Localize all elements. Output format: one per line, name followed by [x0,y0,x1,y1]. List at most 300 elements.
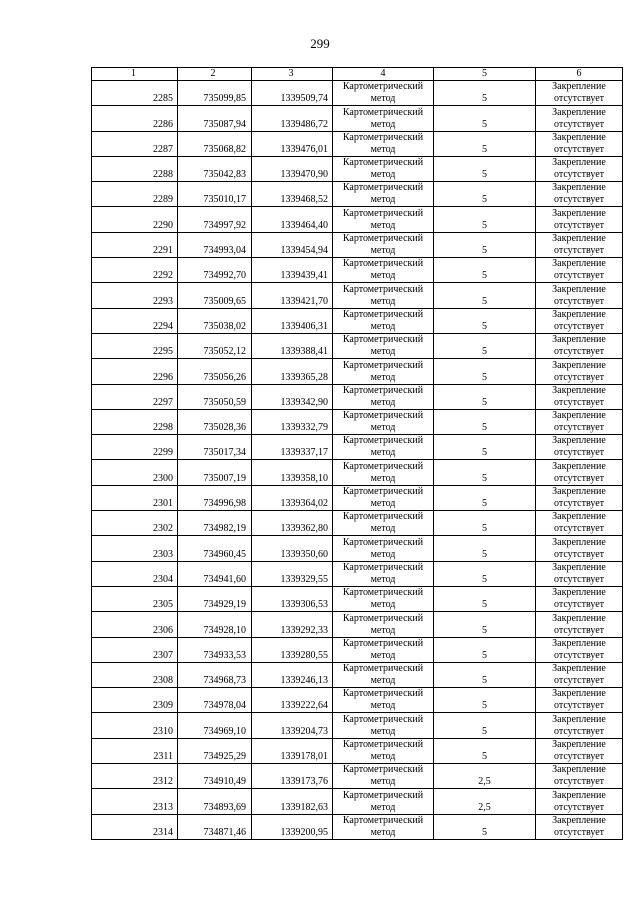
table-row [92,637,623,662]
coord-y: 1339292,33 [252,612,333,637]
method-line-2: метод [370,422,396,434]
coord-y: 1339204,73 [252,713,333,738]
table-row [92,738,623,763]
point-number: 2310 [92,713,178,738]
table-row [92,612,623,637]
point-number: 2294 [92,308,178,333]
method-line-1: Картометрический [342,106,424,118]
point-number: 2309 [92,688,178,713]
table-row [92,283,623,308]
method-line-2: метод [370,826,396,838]
fixing-cell [536,435,623,460]
coord-x: 734968,73 [178,662,252,687]
table-row [92,511,623,536]
fixing-line-2: отсутствует [553,320,605,332]
fixing-line-1: Закрепление [552,511,606,523]
fixing-line-1: Закрепление [552,334,606,346]
table-row [92,561,623,586]
table-row [92,81,623,106]
table-row [92,814,623,839]
coord-x: 734933,53 [178,637,252,662]
method-cell [333,333,434,358]
coord-x: 735056,26 [178,359,252,384]
fixing-cell [536,511,623,536]
fixing-line-2: отсутствует [553,751,605,763]
method-line-2: метод [370,523,396,535]
point-number: 2288 [92,156,178,181]
table-row [92,409,623,434]
point-number: 2305 [92,586,178,611]
coord-y: 1339358,10 [252,460,333,485]
method-cell [333,460,434,485]
point-number: 2312 [92,764,178,789]
coord-y: 1339454,94 [252,232,333,257]
method-line-2: метод [370,801,396,813]
header-cell-4: 4 [333,68,434,81]
header-cell-5: 5 [434,68,536,81]
coord-x: 735099,85 [178,81,252,106]
method-line-1: Картометрический [342,182,424,194]
method-cell [333,511,434,536]
coord-x: 734960,45 [178,536,252,561]
fixing-line-2: отсутствует [553,599,605,611]
point-number: 2285 [92,81,178,106]
accuracy-cell: 5 [434,156,536,181]
fixing-line-2: отсутствует [553,826,605,838]
point-number: 2302 [92,511,178,536]
table-row [92,308,623,333]
method-cell [333,258,434,283]
fixing-line-1: Закрепление [552,486,606,498]
coord-y: 1339342,90 [252,384,333,409]
fixing-line-1: Закрепление [552,258,606,270]
table-row [92,764,623,789]
header-cell-3: 3 [252,68,333,81]
method-line-1: Картометрический [342,612,424,624]
method-line-2: метод [370,396,396,408]
method-cell [333,764,434,789]
fixing-line-1: Закрепление [552,637,606,649]
fixing-cell [536,637,623,662]
method-cell [333,713,434,738]
coord-y: 1339439,41 [252,258,333,283]
method-line-2: метод [370,548,396,560]
method-line-1: Картометрический [342,764,424,776]
fixing-cell [536,384,623,409]
coord-x: 735007,19 [178,460,252,485]
coord-y: 1339222,64 [252,688,333,713]
table-row [92,713,623,738]
method-line-1: Картометрический [342,637,424,649]
method-line-2: метод [370,700,396,712]
fixing-cell [536,460,623,485]
header-cell-6: 6 [536,68,623,81]
fixing-line-1: Закрепление [552,561,606,573]
fixing-line-2: отсутствует [553,93,605,105]
method-cell [333,662,434,687]
table-row [92,485,623,510]
method-line-2: метод [370,599,396,611]
point-number: 2306 [92,612,178,637]
accuracy-cell: 5 [434,738,536,763]
coord-x: 734871,46 [178,814,252,839]
coord-y: 1339332,79 [252,409,333,434]
coord-y: 1339362,80 [252,511,333,536]
table-row [92,106,623,131]
accuracy-cell: 5 [434,612,536,637]
method-cell [333,536,434,561]
method-line-1: Картометрический [342,814,424,826]
method-line-2: метод [370,320,396,332]
fixing-line-1: Закрепление [552,106,606,118]
fixing-cell [536,409,623,434]
fixing-line-2: отсутствует [553,295,605,307]
coord-y: 1339329,55 [252,561,333,586]
accuracy-cell: 5 [434,283,536,308]
fixing-line-2: отсутствует [553,118,605,130]
method-cell [333,207,434,232]
fixing-line-1: Закрепление [552,435,606,447]
coord-x: 735050,59 [178,384,252,409]
coord-x: 734978,04 [178,688,252,713]
fixing-cell [536,764,623,789]
coordinates-table [91,67,623,840]
fixing-line-1: Закрепление [552,182,606,194]
coord-y: 1339350,60 [252,536,333,561]
point-number: 2313 [92,789,178,814]
table-row [92,688,623,713]
fixing-line-1: Закрепление [552,789,606,801]
method-line-1: Картометрический [342,384,424,396]
coord-y: 1339486,72 [252,106,333,131]
method-line-2: метод [370,725,396,737]
fixing-line-1: Закрепление [552,713,606,725]
method-line-2: метод [370,675,396,687]
accuracy-cell: 5 [434,207,536,232]
table-row [92,435,623,460]
method-cell [333,283,434,308]
fixing-line-1: Закрепление [552,460,606,472]
accuracy-cell: 5 [434,384,536,409]
fixing-line-2: отсутствует [553,801,605,813]
method-line-1: Картометрический [342,334,424,346]
fixing-cell [536,258,623,283]
method-line-1: Картометрический [342,486,424,498]
method-line-1: Картометрический [342,233,424,245]
point-number: 2300 [92,460,178,485]
fixing-line-2: отсутствует [553,346,605,358]
coord-y: 1339406,31 [252,308,333,333]
coord-y: 1339182,63 [252,789,333,814]
method-line-1: Картометрический [342,663,424,675]
method-line-2: метод [370,624,396,636]
fixing-line-2: отсутствует [553,548,605,560]
fixing-line-1: Закрепление [552,359,606,371]
fixing-cell [536,232,623,257]
accuracy-cell: 5 [434,435,536,460]
method-line-1: Картометрический [342,157,424,169]
coord-x: 735068,82 [178,131,252,156]
accuracy-cell: 2,5 [434,789,536,814]
fixing-cell [536,333,623,358]
fixing-line-2: отсутствует [553,245,605,257]
fixing-line-1: Закрепление [552,612,606,624]
method-line-2: метод [370,270,396,282]
method-cell [333,814,434,839]
method-cell [333,182,434,207]
fixing-cell [536,586,623,611]
method-cell [333,81,434,106]
fixing-cell [536,536,623,561]
header-cell-1: 1 [92,68,178,81]
method-line-2: метод [370,573,396,585]
fixing-cell [536,131,623,156]
point-number: 2295 [92,333,178,358]
method-line-2: метод [370,219,396,231]
method-line-2: метод [370,295,396,307]
point-number: 2286 [92,106,178,131]
coord-x: 735038,02 [178,308,252,333]
accuracy-cell: 5 [434,182,536,207]
accuracy-cell: 5 [434,662,536,687]
coord-x: 735052,12 [178,333,252,358]
table-row [92,536,623,561]
method-line-1: Картометрический [342,435,424,447]
method-line-1: Картометрический [342,536,424,548]
point-number: 2290 [92,207,178,232]
method-line-2: метод [370,751,396,763]
method-line-1: Картометрический [342,207,424,219]
coord-x: 735028,36 [178,409,252,434]
point-number: 2314 [92,814,178,839]
method-cell [333,409,434,434]
fixing-line-2: отсутствует [553,194,605,206]
coord-x: 734993,04 [178,232,252,257]
table-row [92,131,623,156]
coord-x: 734992,70 [178,258,252,283]
accuracy-cell: 5 [434,688,536,713]
accuracy-cell: 5 [434,131,536,156]
fixing-line-1: Закрепление [552,283,606,295]
fixing-cell [536,612,623,637]
fixing-cell [536,81,623,106]
fixing-line-1: Закрепление [552,233,606,245]
table-row [92,333,623,358]
fixing-cell [536,485,623,510]
accuracy-cell: 5 [434,359,536,384]
coord-x: 735010,17 [178,182,252,207]
accuracy-cell: 5 [434,511,536,536]
coord-x: 734893,69 [178,789,252,814]
method-line-2: метод [370,472,396,484]
point-number: 2287 [92,131,178,156]
accuracy-cell: 5 [434,637,536,662]
method-line-1: Картометрический [342,789,424,801]
fixing-line-1: Закрепление [552,308,606,320]
method-line-2: метод [370,143,396,155]
accuracy-cell: 5 [434,814,536,839]
coord-x: 735042,83 [178,156,252,181]
method-line-1: Картометрический [342,359,424,371]
table-row [92,662,623,687]
fixing-line-1: Закрепление [552,688,606,700]
fixing-cell [536,207,623,232]
coord-y: 1339464,40 [252,207,333,232]
accuracy-cell: 5 [434,106,536,131]
fixing-cell [536,156,623,181]
accuracy-cell: 5 [434,333,536,358]
coord-y: 1339468,52 [252,182,333,207]
fixing-line-1: Закрепление [552,814,606,826]
method-line-2: метод [370,649,396,661]
coord-x: 734910,49 [178,764,252,789]
coord-y: 1339421,70 [252,283,333,308]
point-number: 2291 [92,232,178,257]
method-line-2: метод [370,169,396,181]
method-line-1: Картометрический [342,561,424,573]
coord-y: 1339178,01 [252,738,333,763]
method-cell [333,232,434,257]
table-row [92,460,623,485]
fixing-cell [536,283,623,308]
fixing-line-1: Закрепление [552,410,606,422]
point-number: 2304 [92,561,178,586]
fixing-cell [536,713,623,738]
table-row [92,232,623,257]
fixing-line-1: Закрепление [552,207,606,219]
accuracy-cell: 2,5 [434,764,536,789]
accuracy-cell: 5 [434,713,536,738]
fixing-cell [536,662,623,687]
coord-x: 735087,94 [178,106,252,131]
accuracy-cell: 5 [434,308,536,333]
coord-x: 735009,65 [178,283,252,308]
coord-y: 1339173,76 [252,764,333,789]
fixing-line-1: Закрепление [552,663,606,675]
fixing-line-2: отсутствует [553,498,605,510]
table-row [92,156,623,181]
accuracy-cell: 5 [434,409,536,434]
method-line-1: Картометрический [342,739,424,751]
point-number: 2292 [92,258,178,283]
method-line-1: Картометрический [342,511,424,523]
method-cell [333,106,434,131]
accuracy-cell: 5 [434,460,536,485]
coord-x: 735017,34 [178,435,252,460]
table-row [92,182,623,207]
fixing-cell [536,106,623,131]
table-row [92,586,623,611]
fixing-line-1: Закрепление [552,131,606,143]
method-line-2: метод [370,447,396,459]
fixing-cell [536,308,623,333]
method-cell [333,359,434,384]
method-line-2: метод [370,118,396,130]
accuracy-cell: 5 [434,536,536,561]
point-number: 2301 [92,485,178,510]
fixing-line-2: отсутствует [553,422,605,434]
method-cell [333,688,434,713]
coord-x: 734928,10 [178,612,252,637]
method-cell [333,637,434,662]
method-cell [333,586,434,611]
point-number: 2303 [92,536,178,561]
fixing-line-2: отсутствует [553,143,605,155]
point-number: 2296 [92,359,178,384]
fixing-line-1: Закрепление [552,764,606,776]
point-number: 2311 [92,738,178,763]
accuracy-cell: 5 [434,232,536,257]
method-cell [333,435,434,460]
fixing-line-2: отсутствует [553,624,605,636]
fixing-line-2: отсутствует [553,649,605,661]
method-line-1: Картометрический [342,688,424,700]
method-cell [333,789,434,814]
accuracy-cell: 5 [434,258,536,283]
point-number: 2298 [92,409,178,434]
fixing-cell [536,814,623,839]
method-cell [333,308,434,333]
fixing-line-2: отсутствует [553,219,605,231]
point-number: 2293 [92,283,178,308]
fixing-line-2: отсутствует [553,573,605,585]
method-cell [333,131,434,156]
fixing-cell [536,738,623,763]
method-line-1: Картометрический [342,308,424,320]
coord-y: 1339364,02 [252,485,333,510]
method-line-1: Картометрический [342,81,424,93]
fixing-line-1: Закрепление [552,157,606,169]
coord-y: 1339246,13 [252,662,333,687]
table-row [92,384,623,409]
coord-x: 734969,10 [178,713,252,738]
fixing-line-2: отсутствует [553,447,605,459]
method-line-2: метод [370,498,396,510]
coord-y: 1339200,95 [252,814,333,839]
point-number: 2289 [92,182,178,207]
method-line-1: Картометрический [342,258,424,270]
coord-y: 1339337,17 [252,435,333,460]
method-line-1: Картометрический [342,587,424,599]
method-line-1: Картометрический [342,460,424,472]
fixing-line-1: Закрепление [552,739,606,751]
method-line-2: метод [370,371,396,383]
fixing-line-2: отсутствует [553,472,605,484]
coord-y: 1339470,90 [252,156,333,181]
table-row [92,789,623,814]
page-number: 299 [310,36,330,51]
point-number: 2297 [92,384,178,409]
method-cell [333,738,434,763]
method-cell [333,561,434,586]
method-cell [333,384,434,409]
coord-y: 1339280,55 [252,637,333,662]
fixing-line-2: отсутствует [553,523,605,535]
point-number: 2308 [92,662,178,687]
fixing-line-2: отсутствует [553,675,605,687]
coord-x: 734997,92 [178,207,252,232]
table-body [92,81,623,840]
fixing-cell [536,359,623,384]
fixing-line-2: отсутствует [553,169,605,181]
fixing-line-2: отсутствует [553,776,605,788]
fixing-cell [536,182,623,207]
fixing-cell [536,789,623,814]
fixing-cell [536,561,623,586]
coord-x: 734941,60 [178,561,252,586]
table-row [92,258,623,283]
header-cell-2: 2 [178,68,252,81]
